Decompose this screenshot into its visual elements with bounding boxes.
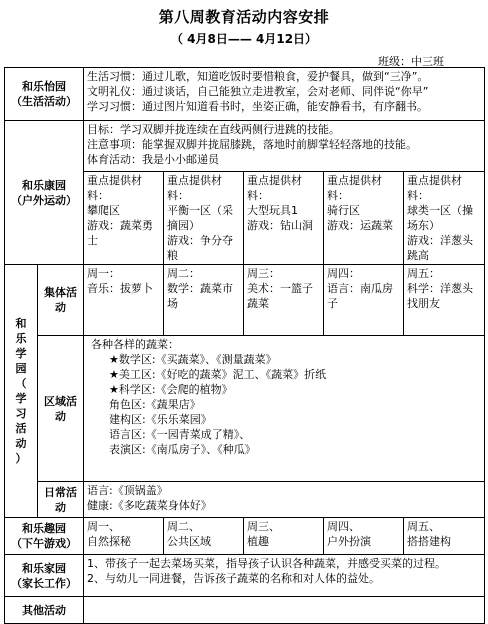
- class-value: 中三班: [411, 55, 444, 68]
- group-activity-day: 周四： 语言：南瓜房子: [324, 265, 404, 336]
- daily-activity-label: 日常活动: [38, 482, 84, 518]
- play-day: 周三、 植趣: [244, 518, 324, 555]
- home-row: [5, 555, 485, 597]
- play-label: 和乐趣园 （下午游戏）: [5, 518, 84, 555]
- play-day: 周五、 搭搭建构: [404, 518, 485, 555]
- life-label: 和乐怡园 （生活活动）: [5, 68, 84, 121]
- date-range: （ 4月8日—— 4月12日）: [170, 32, 318, 46]
- life-line: 学习习惯：通过图片知道看书时，坐姿正确，能安静看书，有序翻书。: [87, 100, 428, 113]
- outdoor-goals: 目标：学习双脚并拢连续在直线两侧行进跳的技能。 注意事项：能掌握双脚并拢屈膝跳，落地时前脚掌轻轻落地的技能。 体育活动：我是小小邮递员: [84, 121, 485, 172]
- area-activity-content: 各种各样的蔬菜： ★数学区:《买蔬菜》、《测量蔬菜》 ★美工区:《好吃的蔬菜》泥工、《蔬菜》折纸 ★科学区:《会爬的植物》 角色区:《蔬果店》 建构区:《乐乐菜园》 语言区:《一园青菜成了精》、 表演区:《南瓜房子》、《种瓜》: [84, 336, 485, 482]
- daily-activity-content: 语言:《顶锅盖》 健康:《多吃蔬菜身体好》: [84, 482, 485, 518]
- home-label: 和乐家园 （家长工作）: [5, 555, 84, 597]
- group-activity-day: 周一： 音乐：拔萝卜: [84, 265, 164, 336]
- outdoor-zone: 重点提供材料： 平衡一区（采摘园） 游戏：争分夺粮: [164, 172, 244, 265]
- outdoor-zone: 重点提供材料： 骑行区 游戏：运蔬菜: [324, 172, 404, 265]
- outdoor-goal-row: [5, 121, 485, 172]
- outdoor-label: 和乐康园 （户外运动）: [5, 121, 84, 265]
- outdoor-zone: 重点提供材料： 攀爬区 游戏：蔬菜勇士: [84, 172, 164, 265]
- page-title: 第八周教育活动内容安排: [158, 8, 330, 26]
- area-activity-label: 区域活动: [38, 336, 84, 482]
- other-content: [84, 597, 485, 624]
- outdoor-zone: 重点提供材料： 大型玩具1 游戏：钻山洞: [244, 172, 324, 265]
- play-row: [5, 518, 485, 555]
- study-daily-row: [5, 482, 485, 518]
- group-activity-label: 集体活动: [38, 265, 84, 336]
- play-day: 周四、 户外扮演: [324, 518, 404, 555]
- life-line: 文明礼仪：通过谈话，自己能独立走进教室，会对老师、同伴说“你早”: [87, 85, 429, 98]
- home-content: 1、带孩子一起去菜场买菜，指导孩子认识各种蔬菜，并感受买菜的过程。 2、与幼儿一同进餐，告诉孩子蔬菜的名称和对人体的益处。: [84, 555, 485, 597]
- other-row: [5, 597, 485, 624]
- study-group-row: [5, 265, 485, 336]
- group-activity-day: 周五： 科学：洋葱头找朋友: [404, 265, 485, 336]
- group-activity-day: 周二： 数学：蔬菜市场: [164, 265, 244, 336]
- schedule-table: [4, 67, 485, 624]
- life-content: [84, 68, 485, 121]
- study-area-row: [5, 336, 485, 482]
- play-day: 周二、 公共区域: [164, 518, 244, 555]
- outdoor-zone: 重点提供材料： 球类一区（操场东） 游戏：洋葱头跳高: [404, 172, 485, 265]
- life-row: [5, 68, 485, 121]
- play-day: 周一、 自然探秘: [84, 518, 164, 555]
- class-label: 班级：: [378, 55, 411, 68]
- group-activity-day: 周三： 美术：一篮子蔬菜: [244, 265, 324, 336]
- study-label: 和 乐 学 园 （ 学 习 活 动 ）: [5, 265, 38, 518]
- other-label: 其他活动: [5, 597, 84, 624]
- life-line: 生活习惯：通过儿歌，知道吃饭时要惜粮食，爱护餐具，做到“三净”。: [87, 70, 429, 83]
